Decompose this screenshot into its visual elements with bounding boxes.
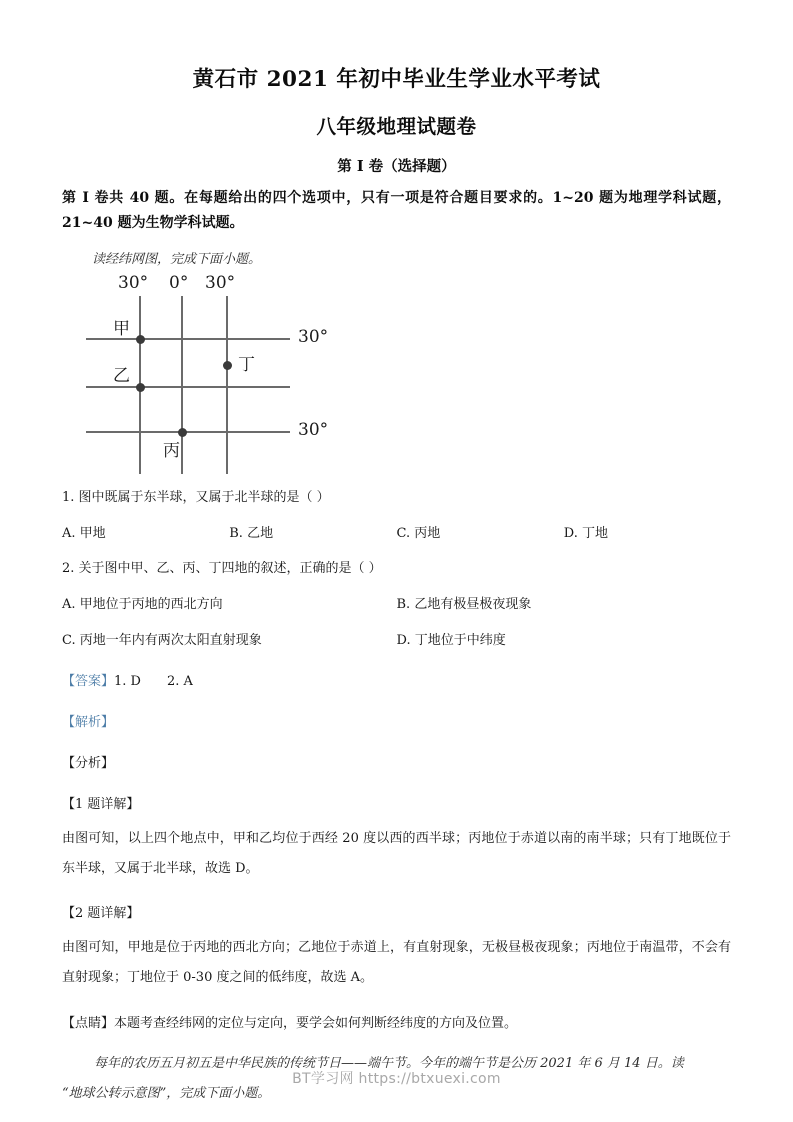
page-title: 黄石市 2021 年初中毕业生学业水平考试: [192, 67, 601, 92]
answer-tag: 【答案】: [62, 674, 115, 689]
figure-right-label-1: 30°: [298, 420, 329, 440]
meridian-line-east: [226, 296, 228, 474]
point-label-yi: 乙: [113, 366, 130, 386]
figure-top-label-2: 30°: [205, 273, 236, 293]
stem-intro-text: 读经纬网图，完成下面小题。: [92, 252, 262, 267]
answer-item-2: 2. A: [166, 674, 193, 689]
footer-watermark: BT学习网 https://btxuexi.com: [292, 1071, 501, 1087]
section-title: 第 I 卷（选择题）: [337, 158, 456, 175]
next-stem-line-1: 每年的农历五月初五是中华民族的传统节日——端午节。今年的端午节是公历 2021 年 6 月 14 日。读: [94, 1056, 684, 1071]
answer-item-1: 1. D: [114, 674, 141, 689]
question-2-number: 2.: [62, 561, 75, 576]
exam-instruction: 第 I 卷共 40 题。在每题给出的四个选项中，只有一项是符合题目要求的。1~20 题为地理学科试题，21~40 题为生物学科试题。: [62, 190, 731, 231]
question-2-option-a[interactable]: A. 甲地位于丙地的西北方向: [62, 597, 223, 612]
question-2-option-b[interactable]: B. 乙地有极昼极夜现象: [396, 597, 532, 612]
question-1-option-b[interactable]: B. 乙地: [229, 526, 274, 541]
answer-line: [62, 671, 731, 693]
question-1-stem: [62, 487, 731, 509]
question-2-text: 关于图中甲、乙、丙、丁四地的叙述，正确的是（ ）: [78, 561, 382, 576]
question-1-options: [62, 523, 731, 545]
parallel-line-equator: [86, 386, 290, 388]
question-2-options-row-2: [62, 630, 731, 652]
figure-container: [62, 273, 731, 474]
point-dot-jia: [136, 335, 145, 344]
next-stem-line-2: “地球公转示意图”，完成下面小题。: [62, 1086, 271, 1101]
point-label-jia: 甲: [113, 319, 130, 339]
figure-top-label-1: 0°: [169, 273, 189, 293]
point-dot-yi: [136, 383, 145, 392]
parallel-line-south: [86, 431, 290, 433]
question-1-text: 图中既属于东半球，又属于北半球的是（ ）: [78, 490, 330, 505]
question-2-stem: [62, 558, 731, 580]
explanation-tag: 【解析】: [62, 715, 115, 730]
question-2-option-c[interactable]: C. 丙地一年内有两次太阳直射现象: [62, 633, 262, 648]
question-1-option-c[interactable]: C. 丙地: [396, 526, 441, 541]
question-2-option-d[interactable]: D. 丁地位于中纬度: [396, 633, 506, 648]
figure-right-label-0: 30°: [298, 327, 329, 347]
meridian-line-prime: [181, 296, 183, 474]
page-subtitle: 八年级地理试题卷: [316, 115, 477, 138]
point-label-bing: 丙: [163, 441, 180, 461]
detail-2-body: 由图可知，甲地是位于丙地的西北方向；乙地位于赤道上，有直射现象，无极昼极夜现象；丙地位于南温带，不会有直射现象；丁地位于 0-30 度之间的低纬度，故选 A。: [62, 940, 731, 985]
analysis-heading: 【分析】: [62, 756, 115, 771]
question-1-option-d[interactable]: D. 丁地: [563, 526, 608, 541]
question-2-options-row-1: [62, 594, 731, 616]
detail-2-heading: 【2 题详解】: [62, 906, 140, 921]
question-1-number: 1.: [62, 490, 75, 505]
detail-1-heading: 【1 题详解】: [62, 797, 140, 812]
detail-1-body: 由图可知，以上四个地点中，甲和乙均位于西经 20 度以西的西半球；丙地位于赤道以南的南半球；只有丁地既位于东半球，又属于北半球，故选 D。: [62, 831, 731, 876]
point-label-ding: 丁: [238, 355, 255, 375]
figure-top-label-0: 30°: [118, 273, 149, 293]
tip-line: 【点睛】本题考查经纬网的定位与定向，要学会如何判断经纬度的方向及位置。: [62, 1016, 518, 1031]
latitude-longitude-grid-figure: [80, 273, 380, 474]
point-dot-ding: [223, 361, 232, 370]
question-1-option-a[interactable]: A. 甲地: [62, 526, 106, 541]
explanation-tag-line: [62, 712, 731, 734]
